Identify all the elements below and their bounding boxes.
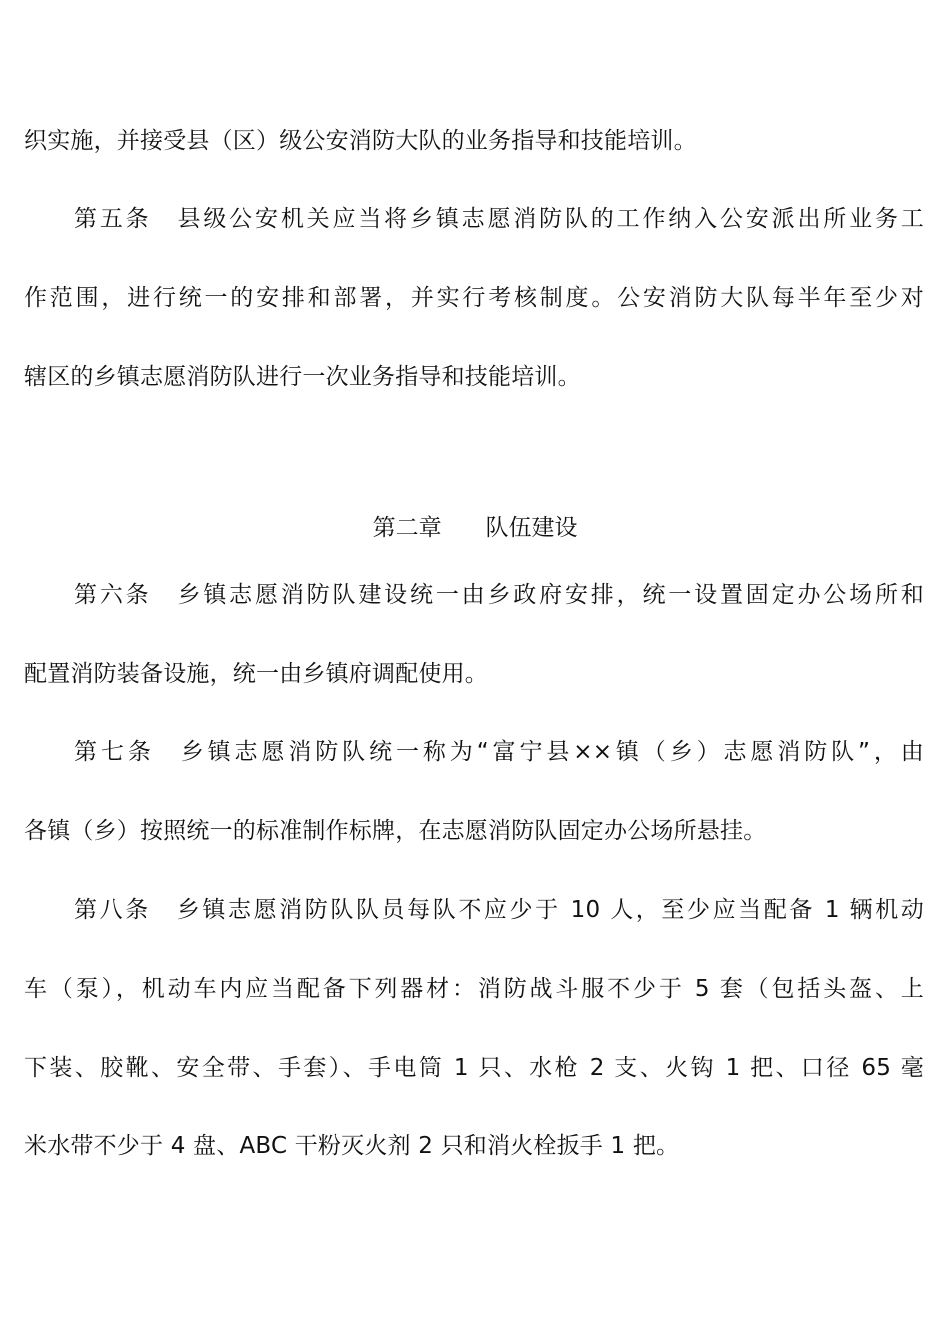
chapter-heading [0, 512, 950, 544]
article-6-line-2 [24, 658, 924, 690]
text-line: 各镇（乡）按照统一的标准制作标牌，在志愿消防队固定办公场所悬挂。 [24, 818, 767, 844]
chapter-title: 队伍建设 [485, 515, 578, 541]
text-line: 车（泵），机动车内应当配备下列器材：消防战斗服不少于 5 套（包括头盔、上 [24, 976, 924, 1002]
article-5-line-2 [24, 282, 924, 314]
chapter-number: 第二章 [372, 515, 442, 541]
text-line: 辖区的乡镇志愿消防队进行一次业务指导和技能培训。 [24, 364, 581, 390]
text-line: 乡镇志愿消防队统一称为“富宁县××镇（乡）志愿消防队”，由 [180, 739, 924, 765]
article-5-line-1 [74, 203, 924, 235]
article-7-line-1 [74, 736, 924, 768]
article-label: 第七条 [74, 739, 155, 765]
text-line: 作范围，进行统一的安排和部署，并实行考核制度。公安消防大队每半年至少对 [24, 285, 924, 311]
text-line: 米水带不少于 4 盘、ABC 干粉灭火剂 2 只和消火栓扳手 1 把。 [24, 1133, 680, 1159]
article-8-line-4 [24, 1130, 924, 1162]
text-line: 乡镇志愿消防队建设统一由乡政府安排，统一设置固定办公场所和 [177, 582, 924, 608]
text-line: 乡镇志愿消防队队员每队不应少于 10 人，至少应当配备 1 辆机动 [176, 897, 924, 923]
text-line: 县级公安机关应当将乡镇志愿消防队的工作纳入公安派出所业务工 [177, 206, 924, 232]
article-label: 第六条 [74, 582, 152, 608]
article-6-line-1 [74, 579, 924, 611]
article-5-line-3 [24, 361, 924, 393]
article-8-line-1 [74, 894, 924, 926]
paragraph-continuation [24, 125, 924, 157]
article-label: 第八条 [74, 897, 151, 923]
article-label: 第五条 [74, 206, 152, 232]
article-8-line-2 [24, 973, 924, 1005]
text-line: 配置消防装备设施，统一由乡镇府调配使用。 [24, 661, 488, 687]
article-8-line-3 [24, 1052, 924, 1084]
text-line: 下装、胶靴、安全带、手套）、手电筒 1 只、水枪 2 支、火钩 1 把、口径 65 毫 [24, 1055, 924, 1081]
article-7-line-2 [24, 815, 924, 847]
text-line: 织实施，并接受县（区）级公安消防大队的业务指导和技能培训。 [24, 128, 697, 154]
